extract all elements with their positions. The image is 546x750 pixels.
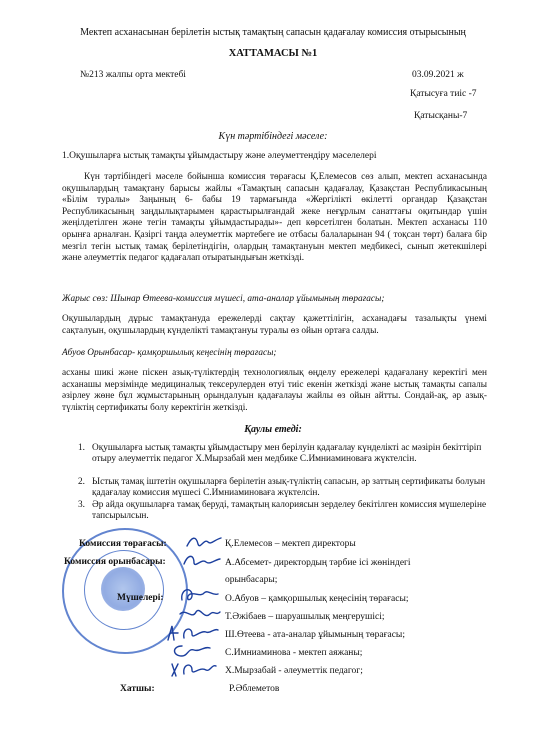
agenda-heading: Күн тәртібіндегі мәселе: xyxy=(218,131,328,142)
speaker-line-2: Абуов Орынбасар- қамқоршылық кеңесінің төрағасы; xyxy=(62,348,277,358)
deputy-signature xyxy=(180,551,224,571)
member-signature xyxy=(176,604,222,624)
deputy-title: орынбасары; xyxy=(225,575,278,585)
deputy-name: А.Абсемет- директордың тәрбие ісі жөніндегі xyxy=(225,558,411,568)
school-name: №213 жалпы орта мектебі xyxy=(80,70,186,80)
chair-label: Комиссия төрағасы: xyxy=(79,539,167,549)
member-name: Х.Мырзабай - әлеуметтік педагог; xyxy=(225,666,363,676)
decision-item: 2. Ыстық тамақ іштетін оқушыларға берілетін азық-түліктің сапасын, әр заттың сертификаты болуын қадағалау комиссия мүшесі С.Имниаминоваға жүктелсін. xyxy=(78,477,486,499)
member-name: С.Имниаминова - мектеп аяжаны; xyxy=(225,648,363,658)
member-name: Ш.Өтеева - ата-аналар ұйымының төрағасы; xyxy=(225,630,405,640)
speaker-line-1: Жарыс сөз: Шынар Өтеева-комиссия мүшесі, ата-аналар ұйымының төрағасы; xyxy=(62,294,385,304)
secretary-label: Хатшы: xyxy=(120,684,155,694)
agenda-item: 1.Оқушыларға ыстық тамақты ұйымдастыру және әлеуметтендіру мәселелері xyxy=(62,151,377,161)
members-label: Мүшелері: xyxy=(117,593,164,603)
document-title: Мектеп асханасынан берілетін ыстық тамақтың сапасын қадағалау комиссия отырысының xyxy=(80,27,466,38)
member-name: О.Абуов – қамқоршылық кеңесінің төрағасы; xyxy=(225,594,409,604)
decision-heading: Қаулы етеді: xyxy=(244,424,302,435)
protocol-date: 03.09.2021 ж xyxy=(412,70,464,80)
member-name: Т.Әжібаев – шаруашылық меңгерушісі; xyxy=(225,612,385,622)
protocol-heading: ХАТТАМАСЫ №1 xyxy=(228,48,318,59)
deputy-label: Комиссия орынбасары: xyxy=(64,557,166,567)
decision-item: 1. Оқушыларға ыстық тамақты ұйымдастыру мен берілуін қадағалау күнделікті ас мәзірін бекіттіріп отыру әлеуметтік педагог Х.Мырзабай мен медбике С.Имниаминоваға жүктелсін. xyxy=(78,443,482,465)
members-present: Қатысқаны-7 xyxy=(414,111,468,121)
speaker-2-paragraph: асханы шикі және піскен азық-түліктердің технологиялық өңделу ережелері қадағалану керектігі мен асханашы мерзімінде медициналық тексерулерден өтуі тиіс екенін жеткізді және ыстық тамақты сапалы әзірлеу жөне бұл жұмыстарының орындалуын қадағалауы жайлы өз ойын айтты. Сондай-ақ, әр азық-түліктің сертификаты болу керектігін жеткізді. xyxy=(62,368,487,413)
chair-signature xyxy=(184,532,224,552)
member-signature xyxy=(170,640,214,660)
speaker-1-paragraph: Оқушылардың дұрыс тамақтануда ережелерді сақтау қажеттілігін, асханадағы тазалықты үнемі сақталуын, оқушылардың күнделікті тамақтануы туралы өз ойын ортаға салды. xyxy=(62,314,487,336)
chair-report-paragraph: Күн тәртібіндегі мәселе бойынша комиссия төрағасы Қ.Елемесов сөз алып, мектеп асханасында оқушылардың тамақтану барысы жайлы «Тамақтың сапасын қадағалау, Қазақстан Республикасының «Білім туралы» Заңының 6- бабы 19 тармағында «Жергілікті өкілетті органдар Қазақстан Республикасының заңдылықтарымен қарастырылғандай жеке неғұрлым санаттағы оқитындар үшін жеңілдетілген және тегін тамақты ұйымдастырады»- деп көрсетілген болатын. Мектеп асханасы 110 орынға арналған. Қазіргі таңда әлеуметтік мәртебеге ие отбасы балаларынан 94 ( тоқсан төрт) балаға бір мезгіл тегін ыстық тамақ берілетіндігін, олардың тамақтануын мектеп медбикесі, сынып жетекшілері және әлеуметтік педагог қадағалап отыратындығын жеткізді. xyxy=(62,172,487,264)
decision-item: 3. Әр айда оқушыларға тамақ беруді, тамақтың калориясын зерделеу бекітілген комиссия мүшелеріне тапсырылсын. xyxy=(78,500,487,522)
secretary-name: Р.Әблеметов xyxy=(229,684,280,694)
members-total: Қатысуға тиіс -7 xyxy=(410,89,477,99)
member-signature xyxy=(176,584,222,606)
chair-name: Қ.Елемесов – мектеп директоры xyxy=(225,539,356,549)
member-signature xyxy=(168,658,218,680)
